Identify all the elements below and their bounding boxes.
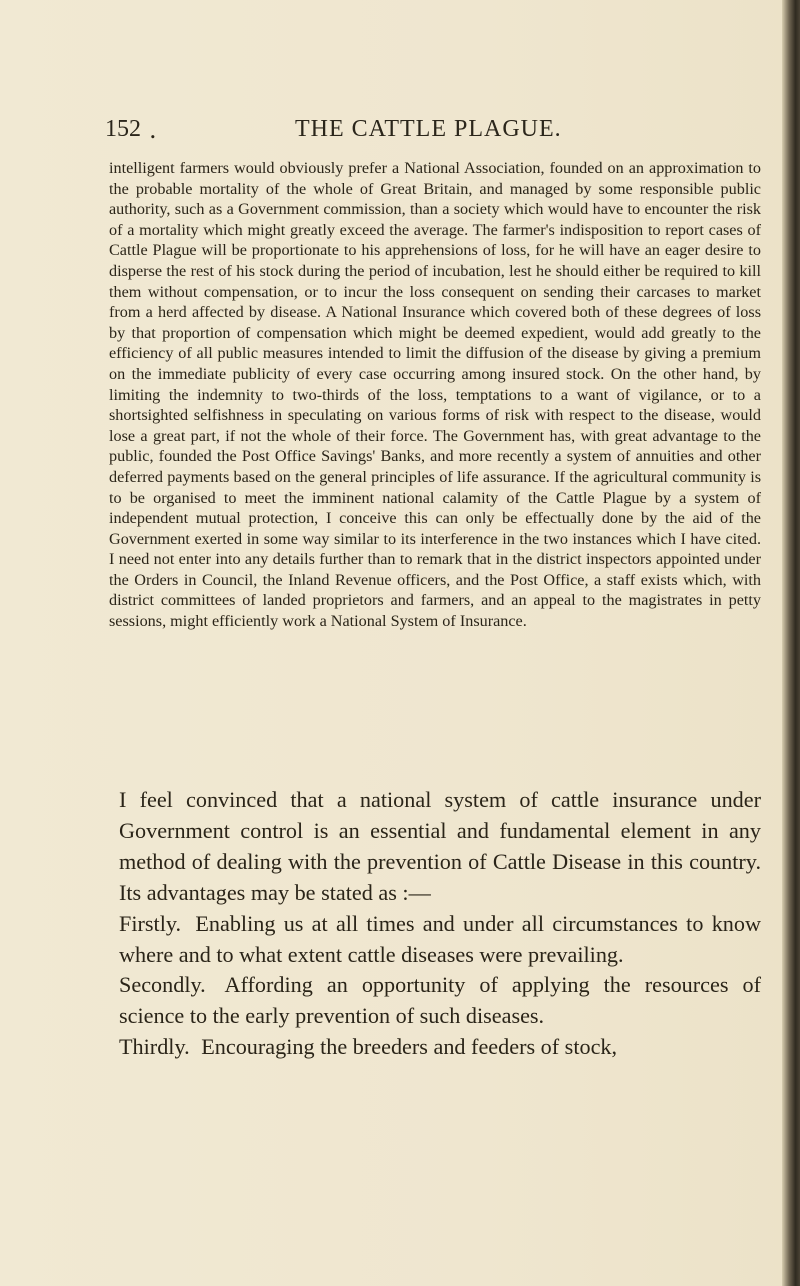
body-text <box>109 158 761 632</box>
list-lead-1: Firstly. <box>119 910 182 936</box>
page-number-separator: . <box>149 116 157 144</box>
list-item-2 <box>119 970 761 1032</box>
list-text-1: Enabling us at all times and under all circumstances to know where and to what extent cattle diseases were prevailing. <box>119 910 761 967</box>
list-item-1 <box>119 909 761 971</box>
list-lead-2: Secondly. <box>119 972 206 998</box>
list-text-2: Affording an opportunity of applying the resources of science to the early prevention of such diseases. <box>119 972 761 1029</box>
running-title: THE CATTLE PLAGUE. <box>295 116 562 142</box>
list-text-3: Encouraging the breeders and feeders of stock, <box>201 1034 618 1060</box>
page-binding-edge <box>782 0 800 1286</box>
large-section <box>119 785 761 1063</box>
list-item-3 <box>119 1032 761 1063</box>
list-lead-3: Thirdly. <box>119 1034 190 1060</box>
page-number: 152 <box>105 116 141 142</box>
large-intro: I feel convinced that a national system of cattle insurance under Government control is an essential and fundamental element in any method of dealing with the prevention of Cattle Disease in this country. Its advantages may be stated as :— <box>119 787 761 905</box>
page-header <box>105 116 755 146</box>
paragraph-1: intelligent farmers would obviously prefer a National Association, founded on an approximation to the probable mortality of the whole of Great Britain, and managed by some responsible public authority, such as a Government commission, than a society which would have to encounter the risk of a mortality which might greatly exceed the average. The farmer's indisposition to report cases of Cattle Plague will be proportionate to his apprehensions of loss, for he will have an eager desire to disperse the rest of his stock during the period of incubation, lest he should either be required to kill them without compensation, or to incur the loss consequent on sending their carcases to market from a herd affected by disease. A National Insurance which covered both of these degrees of loss by that proportion of compensation which might be deemed expedient, would add greatly to the efficiency of all public measures intended to limit the diffusion of the disease by giving a premium on the immediate publicity of every case occurring among insured stock. On the other hand, by limiting the indemnity to two-thirds of the loss, temptations to a want of vigilance, or to a shortsighted selfishness in speculating on various forms of risk with respect to the disease, would lose a great part, if not the whole of their force. The Government has, with great advantage to the public, founded the Post Office Savings' Banks, and more recently a system of annuities and other deferred payments based on the general principles of life assurance. If the agricultural community is to be organised to meet the imminent national calamity of the Cattle Plague by a system of independent mutual protection, I conceive this can only be effectually done by the aid of the Government exerted in some way similar to its interference in the two instances which I have cited. I need not enter into any details further than to remark that in the district inspectors appointed under the Orders in Council, the Inland Revenue officers, and the Post Office, a staff exists which, with district committees of landed proprietors and farmers, and an appeal to the magistrates in petty sessions, might efficiently work a National System of Insurance. <box>109 159 761 631</box>
